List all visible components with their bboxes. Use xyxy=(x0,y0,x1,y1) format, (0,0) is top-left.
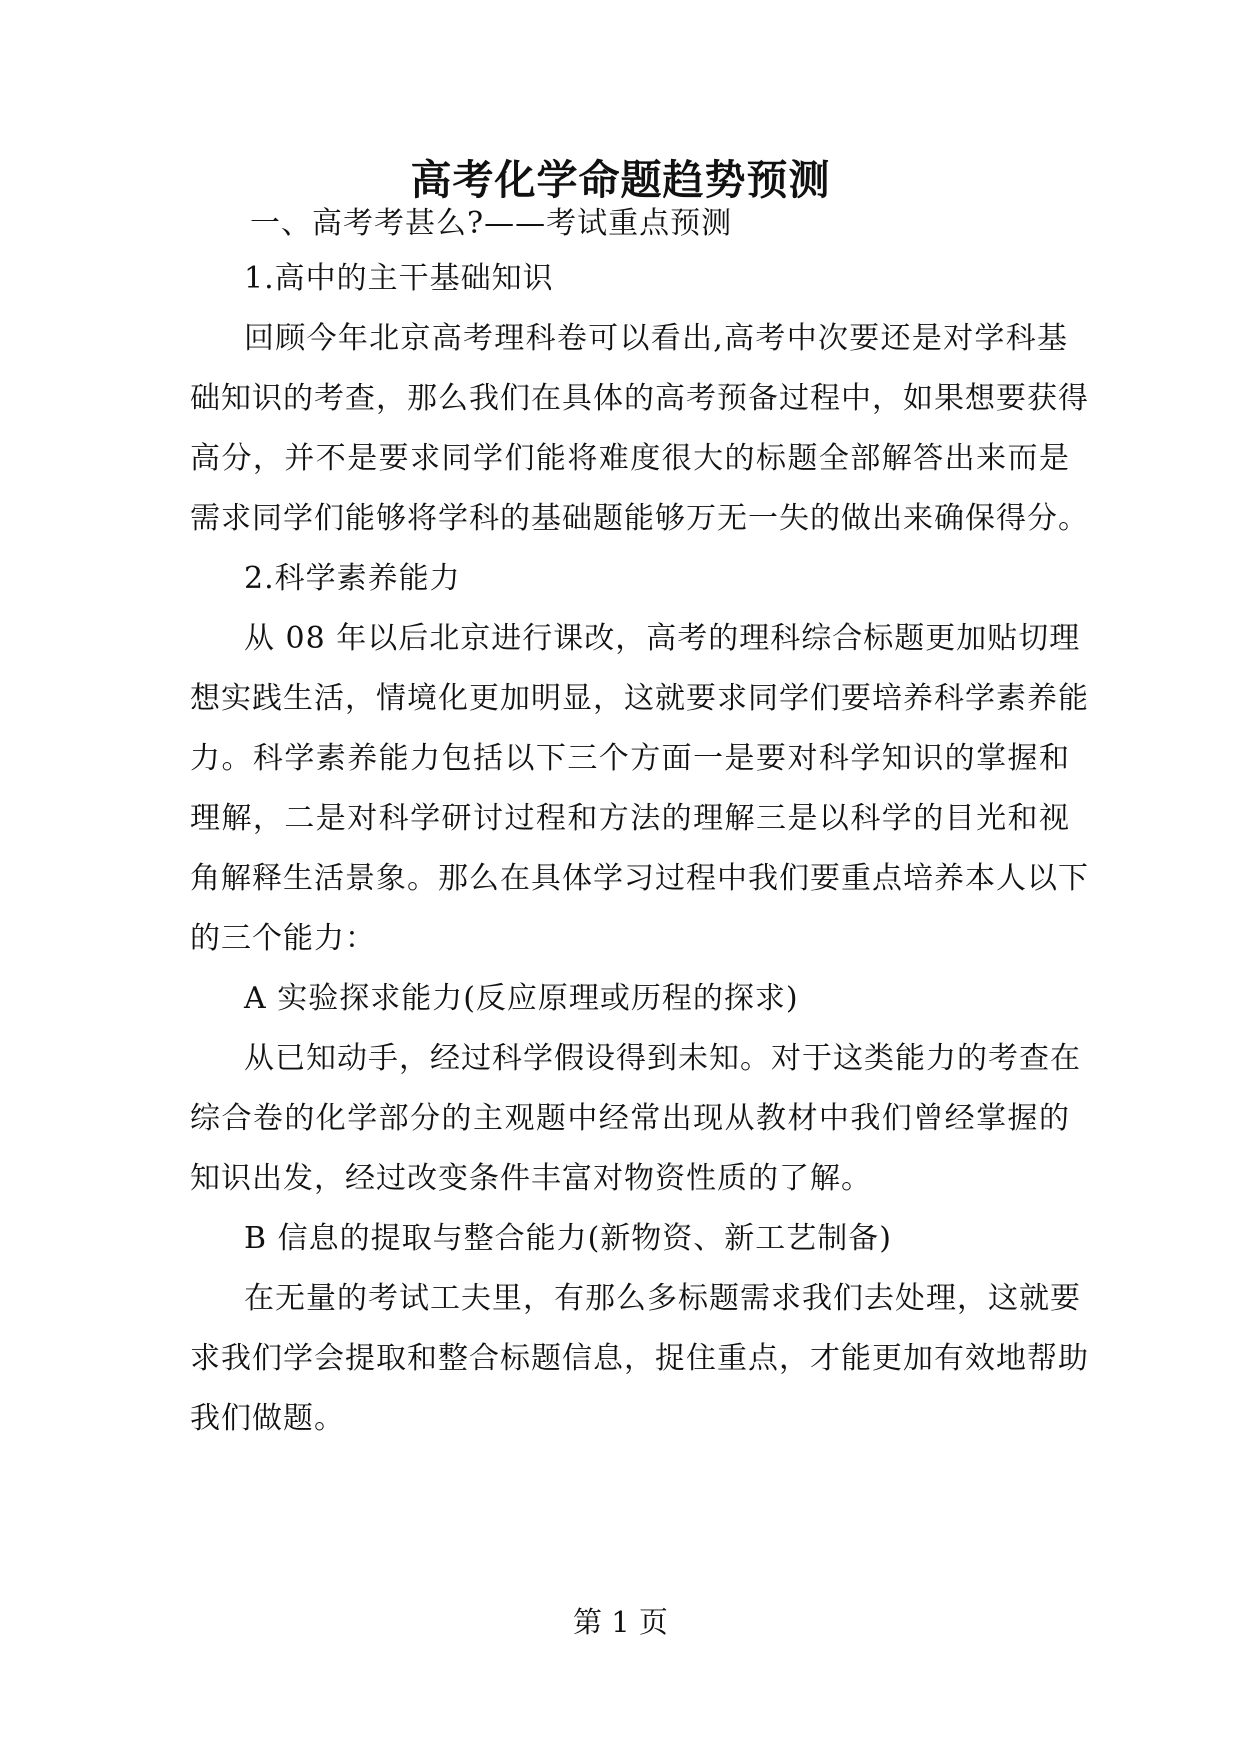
paragraph-line: 础知识的考查，那么我们在具体的高考预备过程中，如果想要获得 xyxy=(190,381,1089,416)
paragraph-line: 综合卷的化学部分的主观题中经常出现从教材中我们曾经掌握的 xyxy=(190,1101,1070,1136)
paragraph-line: 我们做题。 xyxy=(190,1401,345,1436)
paragraph-line: 力。科学素养能力包括以下三个方面一是要对科学知识的掌握和 xyxy=(190,741,1070,776)
paragraph-line: 从 08 年以后北京进行课改，高考的理科综合标题更加贴切理 xyxy=(244,621,1081,656)
paragraph-line: 需求同学们能够将学科的基础题能够万无一失的做出来确保得分。 xyxy=(190,501,1089,536)
document-title: 高考化学命题趋势预测 xyxy=(410,156,831,204)
paragraph-line: 高分，并不是要求同学们能将难度很大的标题全部解答出来而是 xyxy=(190,441,1070,476)
paragraph-line: 想实践生活，情境化更加明显，这就要求同学们要培养科学素养能 xyxy=(190,681,1089,716)
subheading: 1.高中的主干基础知识 xyxy=(244,261,554,296)
paragraph-line: 的三个能力： xyxy=(190,921,376,956)
paragraph-line: 在无量的考试工夫里，有那么多标题需求我们去处理，这就要 xyxy=(244,1281,1081,1316)
subheading: 2.科学素养能力 xyxy=(244,561,461,596)
paragraph-line: 知识出发，经过改变条件丰富对物资性质的了解。 xyxy=(190,1161,872,1196)
page-number: 第 1 页 xyxy=(573,1605,668,1639)
section-heading: 一、高考考甚么?——考试重点预测 xyxy=(250,206,733,241)
paragraph-line: 回顾今年北京高考理科卷可以看出,高考中次要还是对学科基 xyxy=(244,321,1068,356)
paragraph-line: 角解释生活景象。那么在具体学习过程中我们要重点培养本人以下 xyxy=(190,861,1089,896)
paragraph-line: 从已知动手，经过科学假设得到未知。对于这类能力的考查在 xyxy=(244,1041,1081,1076)
paragraph-line: 求我们学会提取和整合标题信息，捉住重点，才能更加有效地帮助 xyxy=(190,1341,1089,1376)
subheading: A 实验探求能力(反应原理或历程的探求) xyxy=(244,981,799,1016)
subheading: B 信息的提取与整合能力(新物资、新工艺制备) xyxy=(244,1221,892,1256)
paragraph-line: 理解，二是对科学研讨过程和方法的理解三是以科学的目光和视 xyxy=(190,801,1070,836)
